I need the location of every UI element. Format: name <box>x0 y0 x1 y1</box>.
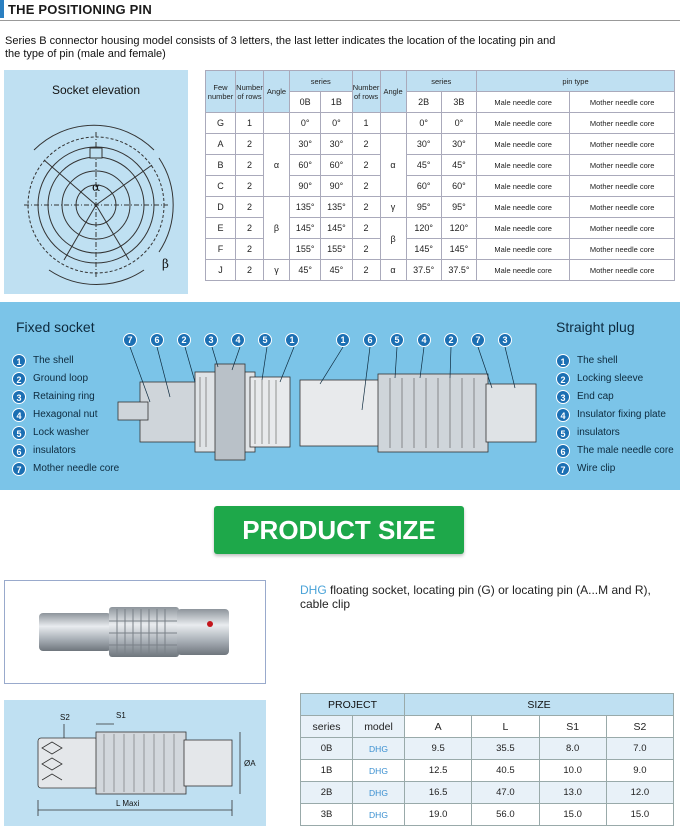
cell-size-value: 19.0 <box>405 804 472 826</box>
cell-size-value: 56.0 <box>472 804 539 826</box>
cell-0b: 145° <box>290 218 321 239</box>
pin-type-table <box>205 70 675 281</box>
cell-few-number: F <box>206 239 236 260</box>
fixed-socket-callout: 1 <box>285 333 299 347</box>
straight-plug-legend-item <box>556 444 674 458</box>
fixed-socket-callout: 6 <box>150 333 164 347</box>
cell-3b: 60° <box>441 176 476 197</box>
fixed-socket-legend-item <box>12 426 89 440</box>
cell-angle: α <box>264 134 290 197</box>
dim-length-label: L Maxi <box>116 799 140 808</box>
cell-rows: 2 <box>236 134 264 155</box>
cell-rows: 1 <box>236 113 264 134</box>
th-size-col: L <box>472 716 539 738</box>
socket-elevation-panel <box>4 70 188 294</box>
cell-series: 3B <box>301 804 353 826</box>
cell-1b: 145° <box>321 218 352 239</box>
cell-size-value: 8.0 <box>539 738 606 760</box>
cell-size-value: 9.5 <box>405 738 472 760</box>
cell-few-number: B <box>206 155 236 176</box>
cell-2b: 45° <box>406 155 441 176</box>
cell-0b: 155° <box>290 239 321 260</box>
straight-plug-legend-item <box>556 408 666 422</box>
cell-model: DHG <box>353 804 405 826</box>
fixed-socket-legend-item <box>12 372 88 386</box>
alpha-label: α <box>92 180 101 194</box>
cell-3b: 37.5° <box>441 260 476 281</box>
cell-rows: 2 <box>236 197 264 218</box>
fixed-socket-legend-label: The shell <box>33 355 74 366</box>
straight-plug-legend-number-badge: 2 <box>556 372 570 386</box>
cell-0b: 0° <box>290 113 321 134</box>
straight-plug-legend-label: The male needle core <box>577 445 674 456</box>
fixed-socket-legend-item <box>12 462 119 476</box>
cell-angle-2: β <box>380 218 406 260</box>
cell-size-value: 15.0 <box>606 804 673 826</box>
th-size-col: S2 <box>606 716 673 738</box>
cell-mother: Mother needle core <box>570 260 675 281</box>
cell-3b: 120° <box>441 218 476 239</box>
straight-plug-legend-item <box>556 354 618 368</box>
cell-rows-2: 2 <box>352 134 380 155</box>
connector-photo <box>4 580 266 684</box>
pin-table-row <box>206 260 675 281</box>
cell-few-number: E <box>206 218 236 239</box>
cell-1b: 135° <box>321 197 352 218</box>
straight-plug-legend-label: End cap <box>577 391 614 402</box>
fixed-socket-legend-label: Lock washer <box>33 427 90 438</box>
cell-3b: 145° <box>441 239 476 260</box>
cell-rows-2: 2 <box>352 239 380 260</box>
cell-2b: 37.5° <box>406 260 441 281</box>
fixed-socket-callout: 3 <box>204 333 218 347</box>
th-series-2: series <box>406 71 477 92</box>
cell-1b: 45° <box>321 260 352 281</box>
cell-size-value: 35.5 <box>472 738 539 760</box>
straight-plug-legend-item <box>556 462 615 476</box>
cell-rows: 2 <box>236 239 264 260</box>
intro-text: Series B connector housing model consists of 3 letters, the last letter indicates the location of the locating pin and the type of pin (male and female) <box>5 35 556 60</box>
cell-male: Male needle core <box>477 197 570 218</box>
cell-mother: Mother needle core <box>570 176 675 197</box>
dimension-drawing-svg <box>4 700 266 826</box>
cell-1b: 0° <box>321 113 352 134</box>
cell-3b: 30° <box>441 134 476 155</box>
fixed-socket-legend-label: Retaining ring <box>33 391 95 402</box>
cell-0b: 60° <box>290 155 321 176</box>
cell-size-value: 13.0 <box>539 782 606 804</box>
cell-1b: 60° <box>321 155 352 176</box>
straight-plug-callout: 1 <box>336 333 350 347</box>
cell-0b: 45° <box>290 260 321 281</box>
straight-plug-legend-item <box>556 372 643 386</box>
cell-angle-2: α <box>380 134 406 197</box>
cell-rows: 2 <box>236 260 264 281</box>
th-few-number: Few number <box>206 71 236 113</box>
fixed-socket-legend-number-badge: 7 <box>12 462 26 476</box>
fixed-socket-callout: 7 <box>123 333 137 347</box>
dimension-drawing <box>4 700 266 826</box>
cell-size-value: 40.5 <box>472 760 539 782</box>
size-table-row <box>301 804 674 826</box>
cell-model: DHG <box>353 782 405 804</box>
cell-size-value: 12.5 <box>405 760 472 782</box>
cell-few-number: G <box>206 113 236 134</box>
fixed-socket-legend-label: insulators <box>33 445 76 456</box>
pin-table-row <box>206 197 675 218</box>
th-angle: Angle <box>264 71 290 113</box>
cell-rows-2: 2 <box>352 218 380 239</box>
th-number-of-rows: Number of rows <box>236 71 264 113</box>
th-model-col: model <box>353 716 405 738</box>
straight-plug-callout: 4 <box>417 333 431 347</box>
cell-rows-2: 2 <box>352 260 380 281</box>
th-series: series <box>290 71 353 92</box>
dhg-description-text: floating socket, locating pin (G) or locating pin (A...M and R), cable clip <box>300 583 651 611</box>
fixed-socket-callout: 5 <box>258 333 272 347</box>
straight-plug-legend-item <box>556 390 614 404</box>
size-table-row <box>301 760 674 782</box>
th-size-col: S1 <box>539 716 606 738</box>
fixed-socket-legend-number-badge: 1 <box>12 354 26 368</box>
size-table-row <box>301 782 674 804</box>
fixed-socket-legend-item <box>12 390 95 404</box>
dhg-description <box>300 583 680 611</box>
dim-diameter-label: ØA <box>244 759 256 768</box>
cell-2b: 30° <box>406 134 441 155</box>
straight-plug-legend-label: Wire clip <box>577 463 616 474</box>
straight-plug-legend-label: insulators <box>577 427 620 438</box>
product-size-banner: PRODUCT SIZE <box>214 506 464 554</box>
assembly-panel <box>0 302 680 490</box>
th-size-col: A <box>405 716 472 738</box>
th-size: SIZE <box>405 694 674 716</box>
cell-mother: Mother needle core <box>570 113 675 134</box>
cell-2b: 95° <box>406 197 441 218</box>
cell-1b: 30° <box>321 134 352 155</box>
cell-series: 0B <box>301 738 353 760</box>
cell-rows-2: 2 <box>352 155 380 176</box>
header-divider <box>0 20 680 21</box>
cell-model: DHG <box>353 738 405 760</box>
cell-2b: 120° <box>406 218 441 239</box>
straight-plug-legend-label: The shell <box>577 355 618 366</box>
cell-rows: 2 <box>236 155 264 176</box>
cell-size-value: 47.0 <box>472 782 539 804</box>
cell-rows-2: 1 <box>352 113 380 134</box>
cell-mother: Mother needle core <box>570 134 675 155</box>
straight-plug-legend-number-badge: 5 <box>556 426 570 440</box>
straight-plug-legend-number-badge: 6 <box>556 444 570 458</box>
cell-angle-2: α <box>380 260 406 281</box>
socket-elevation-drawing <box>4 70 188 294</box>
th-mother: Mother needle core <box>570 92 675 113</box>
section-header <box>0 0 680 22</box>
cell-2b: 145° <box>406 239 441 260</box>
fixed-socket-callout: 4 <box>231 333 245 347</box>
cell-size-value: 16.5 <box>405 782 472 804</box>
cell-series: 2B <box>301 782 353 804</box>
fixed-socket-callout: 2 <box>177 333 191 347</box>
size-table <box>300 693 674 826</box>
cell-angle: γ <box>264 260 290 281</box>
beta-label: β <box>162 257 169 271</box>
cell-model: DHG <box>353 760 405 782</box>
fixed-socket-legend-label: Mother needle core <box>33 463 120 474</box>
cell-few-number: A <box>206 134 236 155</box>
straight-plug-title: Straight plug <box>556 319 635 335</box>
cell-1b: 90° <box>321 176 352 197</box>
cell-few-number: J <box>206 260 236 281</box>
straight-plug-legend-number-badge: 4 <box>556 408 570 422</box>
th-1b: 1B <box>321 92 352 113</box>
th-male: Male needle core <box>477 92 570 113</box>
fixed-socket-legend-label: Hexagonal nut <box>33 409 98 420</box>
pin-table-row <box>206 113 675 134</box>
straight-plug-legend-number-badge: 3 <box>556 390 570 404</box>
th-0b: 0B <box>290 92 321 113</box>
cell-mother: Mother needle core <box>570 239 675 260</box>
cell-male: Male needle core <box>477 218 570 239</box>
cell-rows-2: 2 <box>352 197 380 218</box>
straight-plug-callout: 5 <box>390 333 404 347</box>
cell-male: Male needle core <box>477 260 570 281</box>
connector-illustration <box>5 581 267 685</box>
cell-3b: 95° <box>441 197 476 218</box>
fixed-socket-legend-item <box>12 354 74 368</box>
straight-plug-legend-label: Locking sleeve <box>577 373 644 384</box>
cell-mother: Mother needle core <box>570 218 675 239</box>
straight-plug-callout: 6 <box>363 333 377 347</box>
straight-plug-callout: 3 <box>498 333 512 347</box>
header-accent-bar <box>0 0 4 18</box>
cell-male: Male needle core <box>477 176 570 197</box>
cell-0b: 90° <box>290 176 321 197</box>
th-pin-type: pin type <box>477 71 675 92</box>
straight-plug-callout: 2 <box>444 333 458 347</box>
cell-rows-2: 2 <box>352 176 380 197</box>
red-dot-marker <box>207 621 213 627</box>
cell-few-number: C <box>206 176 236 197</box>
straight-plug-callout: 7 <box>471 333 485 347</box>
cell-1b: 155° <box>321 239 352 260</box>
th-series-col: series <box>301 716 353 738</box>
cell-3b: 0° <box>441 113 476 134</box>
cell-angle-2 <box>380 113 406 134</box>
cell-2b: 0° <box>406 113 441 134</box>
cell-3b: 45° <box>441 155 476 176</box>
cell-rows: 2 <box>236 176 264 197</box>
cell-angle: β <box>264 197 290 260</box>
cell-0b: 135° <box>290 197 321 218</box>
th-angle-2: Angle <box>380 71 406 113</box>
section-title: THE POSITIONING PIN <box>8 2 152 17</box>
cell-0b: 30° <box>290 134 321 155</box>
cell-male: Male needle core <box>477 155 570 176</box>
fixed-socket-legend-item <box>12 408 98 422</box>
fixed-socket-legend-number-badge: 4 <box>12 408 26 422</box>
cell-size-value: 15.0 <box>539 804 606 826</box>
dhg-model-label: DHG <box>300 583 327 597</box>
fixed-socket-title: Fixed socket <box>16 319 95 335</box>
dim-s2-label: S2 <box>60 713 70 722</box>
cell-size-value: 9.0 <box>606 760 673 782</box>
straight-plug-legend-number-badge: 1 <box>556 354 570 368</box>
straight-plug-legend-item <box>556 426 620 440</box>
cell-mother: Mother needle core <box>570 197 675 218</box>
cell-few-number: D <box>206 197 236 218</box>
cell-male: Male needle core <box>477 239 570 260</box>
cell-series: 1B <box>301 760 353 782</box>
th-2b: 2B <box>406 92 441 113</box>
cell-size-value: 7.0 <box>606 738 673 760</box>
dim-s1-label: S1 <box>116 711 126 720</box>
fixed-socket-legend-label: Ground loop <box>33 373 89 384</box>
fixed-socket-legend-number-badge: 6 <box>12 444 26 458</box>
pin-table-row <box>206 134 675 155</box>
cell-2b: 60° <box>406 176 441 197</box>
fixed-socket-legend-item <box>12 444 76 458</box>
cell-male: Male needle core <box>477 113 570 134</box>
th-number-of-rows-2: Number of rows <box>352 71 380 113</box>
cell-mother: Mother needle core <box>570 155 675 176</box>
cell-angle-2: γ <box>380 197 406 218</box>
th-3b: 3B <box>441 92 476 113</box>
fixed-socket-legend-number-badge: 5 <box>12 426 26 440</box>
straight-plug-legend-label: Insulator fixing plate <box>577 409 666 420</box>
th-project: PROJECT <box>301 694 405 716</box>
fixed-socket-legend-number-badge: 3 <box>12 390 26 404</box>
cell-angle <box>264 113 290 134</box>
fixed-socket-legend-number-badge: 2 <box>12 372 26 386</box>
cell-size-value: 12.0 <box>606 782 673 804</box>
socket-elevation-title: Socket elevation <box>51 83 141 97</box>
size-table-row <box>301 738 674 760</box>
cell-male: Male needle core <box>477 134 570 155</box>
straight-plug-legend-number-badge: 7 <box>556 462 570 476</box>
cell-rows: 2 <box>236 218 264 239</box>
cell-size-value: 10.0 <box>539 760 606 782</box>
